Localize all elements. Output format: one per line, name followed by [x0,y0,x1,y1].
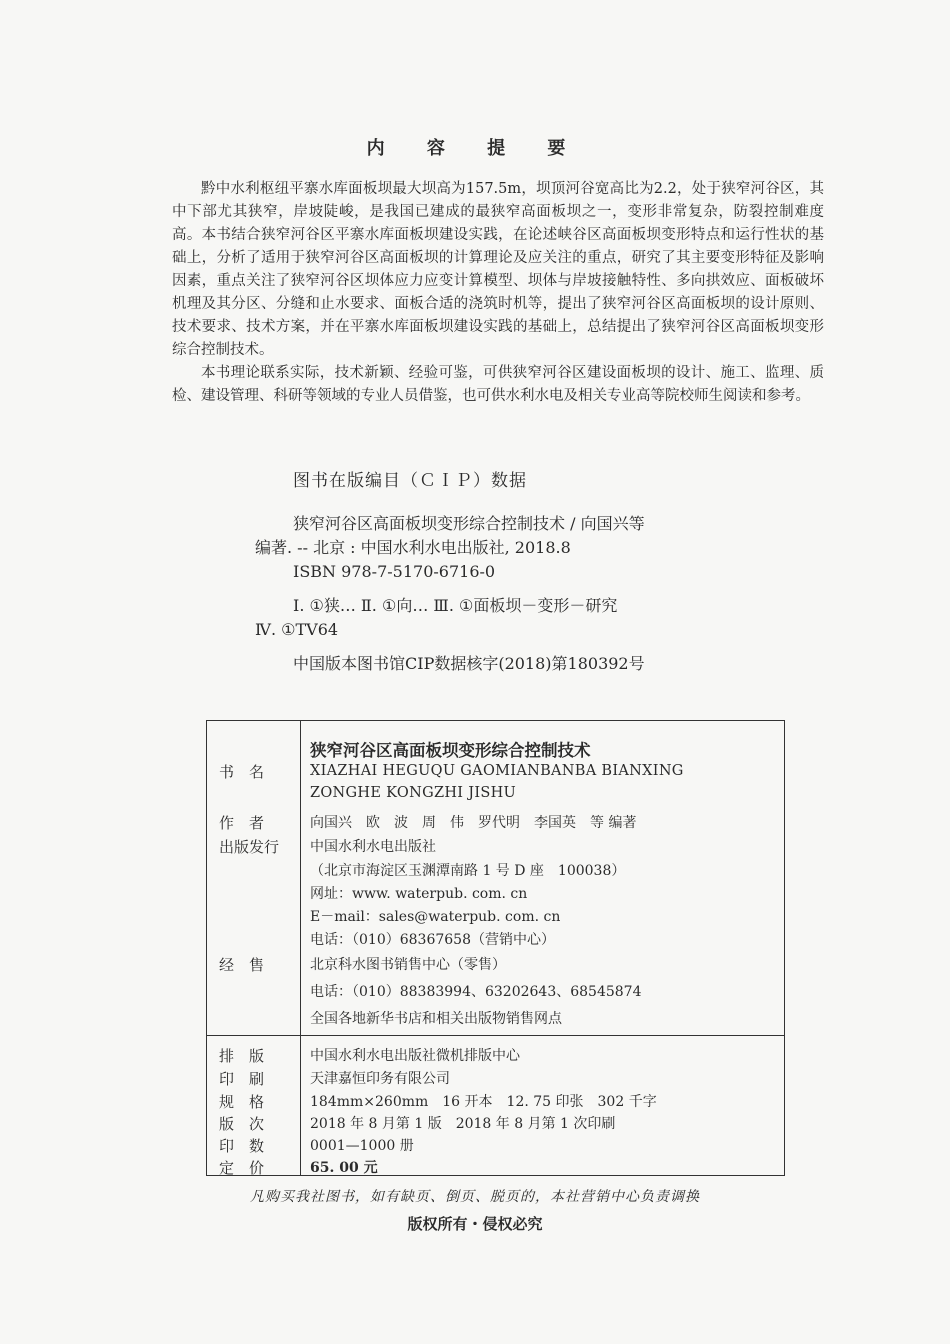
abstract-paragraph: 黔中水利枢纽平寨水库面板坝最大坝高为157.5m，坝顶河谷宽高比为2.2，处于狭窄河谷区，其中下部尤其狭窄，岸坡陡峻，是我国已建成的最狭窄高面板坝之一，变形非常复杂，防裂控制难度高。本书结合狭窄河谷区平寨水库面板坝建设实践，在论述峡谷区高面板坝变形特点和运行性状的基础上，分析了适用于狭窄河谷区高面板坝的计算理论及应关注的重点，研究了其主要变形特征及影响因素，重点关注了狭窄河谷区坝体应力应变计算模型、坝体与岸坡接触特性、多向拱效应、面板破坏机理及其分区、分缝和止水要求、面板合适的浇筑时机等，提出了狭窄河谷区高面板坝的设计原则、技术要求、技术方案，并在平寨水库面板坝建设实践的基础上，总结提出了狭窄河谷区高面板坝变形综合控制技术。 [172,181,824,358]
publisher-website: 网址：www. waterpub. com. cn [310,886,528,902]
distributor-network: 全国各地新华书店和相关出版物销售网点 [310,1011,562,1027]
cip-heading: 图书在版编目（ＣＩＰ）数据 [293,471,527,491]
book-name-pinyin-1: XIAZHAI HEGUQU GAOMIANBANBA BIANXING [310,763,684,779]
distributor-label: 经 售 [219,956,265,974]
book-name-label: 书 名 [219,763,265,781]
imprint-table [206,720,785,1176]
publisher-email: E－mail：sales@waterpub. com. cn [310,909,561,925]
price-label: 定 价 [219,1159,265,1177]
cip-record-number: 中国版本图书馆CIP数据核字(2018)第180392号 [293,654,645,673]
publisher-address: （北京市海淀区玉渊潭南路 1 号 D 座 100038） [310,863,626,879]
distributor-name: 北京科水图书销售中心（零售） [310,957,506,973]
typesetting-value: 中国水利水电出版社微机排版中心 [310,1048,520,1064]
author-label: 作 者 [219,814,265,832]
print-run-value: 0001—1000 册 [310,1138,414,1154]
publisher-label: 出版发行 [219,838,280,856]
print-run-label: 印 数 [219,1137,265,1155]
cip-class-line-1: Ⅰ. ①狭… Ⅱ. ①向… Ⅲ. ①面板坝－变形－研究 [293,596,618,615]
edition-label: 版 次 [219,1115,265,1133]
edition-value: 2018 年 8 月第 1 版 2018 年 8 月第 1 次印刷 [310,1116,616,1132]
copyright-notice: 版权所有・侵权必究 [407,1215,543,1233]
cip-record [255,512,735,676]
abstract-paragraph: 本书理论联系实际，技术新颖、经验可鉴，可供狭窄河谷区建设面板坝的设计、施工、监理、质检、建设管理、科研等领域的专业人员借鉴，也可供水利水电及相关专业高等院校师生阅读和参考。 [172,365,824,404]
printing-value: 天津嘉恒印务有限公司 [310,1071,450,1087]
book-name-cn: 狭窄河谷区高面板坝变形综合控制技术 [310,741,591,760]
abstract-title: 内 容 提 要 [366,138,584,159]
authors: 向国兴 欧 波 周 伟 罗代明 李国英 等 编著 [310,815,637,831]
distributor-phone: 电话：（010）88383994、63202643、68545874 [310,984,642,1000]
spec-value: 184mm×260mm 16 开本 12. 75 印张 302 千字 [310,1094,657,1110]
book-name-pinyin-2: ZONGHE KONGZHI JISHU [310,785,517,801]
cip-title-line: 狭窄河谷区高面板坝变形综合控制技术 / 向国兴等 [293,514,645,533]
replacement-notice: 凡购买我社图书，如有缺页、倒页、脱页的，本社营销中心负责调换 [250,1189,700,1205]
cip-publisher-line: 编著. -- 北京 : 中国水利水电出版社, 2018.8 [255,538,571,557]
cip-class-line-2: Ⅳ. ①TV64 [255,620,339,639]
cip-isbn-line: ISBN 978-7-5170-6716-0 [293,562,496,581]
typesetting-label: 排 版 [219,1047,265,1065]
price-value: 65. 00 元 [310,1160,378,1176]
publisher-phone: 电话：（010）68367658（营销中心） [310,932,555,948]
printing-label: 印 刷 [219,1070,265,1088]
abstract-body [172,178,824,408]
publisher-name: 中国水利水电出版社 [310,839,436,855]
spec-label: 规 格 [219,1093,265,1111]
